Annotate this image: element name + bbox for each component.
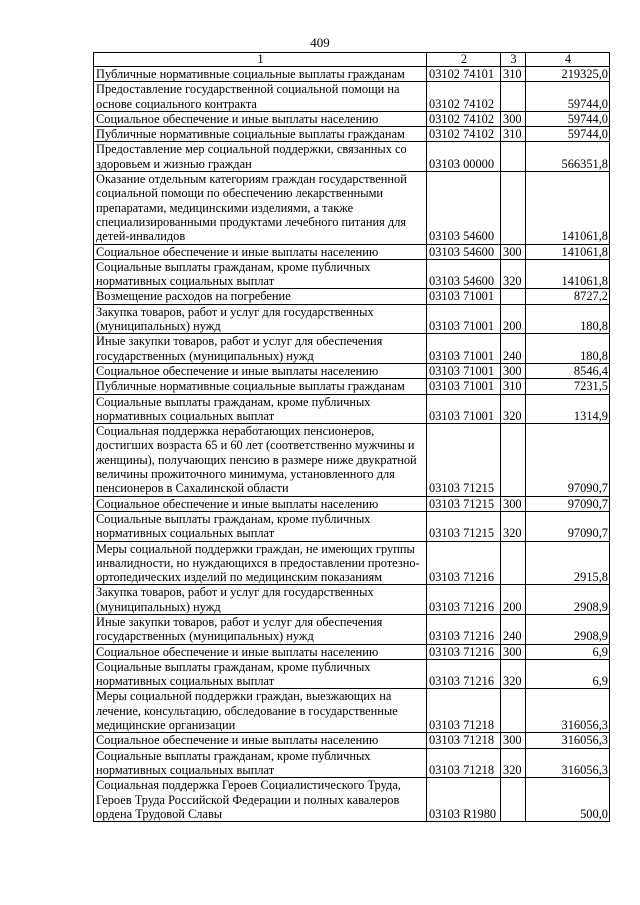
row-code-cell: 03102 74102 — [427, 82, 501, 112]
row-code-cell: 03103 71218 — [427, 733, 501, 748]
row-code-cell: 03103 71216 — [427, 659, 501, 689]
row-name-cell: Иные закупки товаров, работ и услуг для обеспечения государственных (муниципальных) нужд — [94, 334, 427, 364]
table-row — [94, 585, 610, 615]
row-name-cell: Социальная поддержка неработающих пенсионеров, достигших возраста 65 и 60 лет (соответственно мужчины и женщины), получающих пенсию в размере ниже двукратной величины прожиточного минимума, установленного для пенсионеров в Сахалинской области — [94, 424, 427, 496]
row-name-cell: Предоставление государственной социальной помощи на основе социального контракта — [94, 82, 427, 112]
row-sum-cell: 8727,2 — [526, 289, 610, 304]
table-row — [94, 496, 610, 511]
row-code-cell: 03103 71216 — [427, 614, 501, 644]
row-sum-cell: 141061,8 — [526, 244, 610, 259]
row-code-cell: 03103 71216 — [427, 585, 501, 615]
table-row — [94, 748, 610, 778]
table-row — [94, 659, 610, 689]
header-col-2: 2 — [427, 53, 501, 67]
row-sum-cell: 8546,4 — [526, 363, 610, 378]
row-sum-cell: 59744,0 — [526, 82, 610, 112]
row-name-cell: Социальное обеспечение и иные выплаты населению — [94, 363, 427, 378]
row-code-cell: 03103 54600 — [427, 259, 501, 289]
row-code-cell: 03103 71001 — [427, 379, 501, 394]
row-name-cell: Публичные нормативные социальные выплаты гражданам — [94, 127, 427, 142]
table-row — [94, 733, 610, 748]
row-code-cell: 03102 74102 — [427, 111, 501, 126]
table-row — [94, 142, 610, 172]
row-type-cell: 300 — [501, 496, 526, 511]
table-row — [94, 289, 610, 304]
row-code-cell: 03103 71001 — [427, 289, 501, 304]
row-sum-cell: 219325,0 — [526, 67, 610, 82]
row-name-cell: Социальные выплаты гражданам, кроме публичных нормативных социальных выплат — [94, 748, 427, 778]
row-sum-cell: 2908,9 — [526, 585, 610, 615]
row-code-cell: 03103 00000 — [427, 142, 501, 172]
row-sum-cell: 59744,0 — [526, 127, 610, 142]
row-type-cell: 300 — [501, 111, 526, 126]
row-type-cell: 300 — [501, 363, 526, 378]
row-type-cell: 300 — [501, 244, 526, 259]
row-type-cell — [501, 778, 526, 822]
row-sum-cell: 180,8 — [526, 304, 610, 334]
table-row — [94, 111, 610, 126]
row-code-cell: 03103 R1980 — [427, 778, 501, 822]
row-code-cell: 03103 71001 — [427, 304, 501, 334]
row-code-cell: 03103 54600 — [427, 244, 501, 259]
row-code-cell: 03103 71001 — [427, 334, 501, 364]
row-sum-cell: 1314,9 — [526, 394, 610, 424]
row-type-cell — [501, 142, 526, 172]
table-row — [94, 82, 610, 112]
row-sum-cell: 6,9 — [526, 659, 610, 689]
table-row — [94, 424, 610, 496]
table-row — [94, 334, 610, 364]
header-col-1: 1 — [94, 53, 427, 67]
row-name-cell: Закупка товаров, работ и услуг для государственных (муниципальных) нужд — [94, 304, 427, 334]
row-type-cell — [501, 541, 526, 585]
row-code-cell: 03103 71216 — [427, 541, 501, 585]
row-sum-cell: 97090,7 — [526, 496, 610, 511]
table-row — [94, 363, 610, 378]
row-code-cell: 03102 74101 — [427, 67, 501, 82]
row-type-cell: 240 — [501, 614, 526, 644]
row-name-cell: Социальное обеспечение и иные выплаты населению — [94, 244, 427, 259]
row-name-cell: Социальная поддержка Героев Социалистического Труда, Героев Труда Российской Федерации и полных кавалеров ордена Трудовой Славы — [94, 778, 427, 822]
row-name-cell: Возмещение расходов на погребение — [94, 289, 427, 304]
row-name-cell: Социальные выплаты гражданам, кроме публичных нормативных социальных выплат — [94, 394, 427, 424]
row-name-cell: Закупка товаров, работ и услуг для государственных (муниципальных) нужд — [94, 585, 427, 615]
row-type-cell: 320 — [501, 259, 526, 289]
table-row — [94, 244, 610, 259]
table-row — [94, 304, 610, 334]
row-sum-cell: 141061,8 — [526, 259, 610, 289]
table-row — [94, 511, 610, 541]
row-sum-cell: 500,0 — [526, 778, 610, 822]
row-code-cell: 03103 71215 — [427, 424, 501, 496]
row-sum-cell: 180,8 — [526, 334, 610, 364]
row-name-cell: Оказание отдельным категориям граждан государственной социальной помощи по обеспечению лекарственными препаратами, медицинскими изделиями, а также специализированными продуктами лечебного питания для детей-инвалидов — [94, 172, 427, 244]
row-name-cell: Социальные выплаты гражданам, кроме публичных нормативных социальных выплат — [94, 659, 427, 689]
table-row — [94, 67, 610, 82]
row-sum-cell: 316056,3 — [526, 748, 610, 778]
row-type-cell: 240 — [501, 334, 526, 364]
row-name-cell: Иные закупки товаров, работ и услуг для обеспечения государственных (муниципальных) нужд — [94, 614, 427, 644]
table-row — [94, 689, 610, 733]
row-code-cell: 03103 71216 — [427, 644, 501, 659]
table-row — [94, 379, 610, 394]
row-sum-cell: 7231,5 — [526, 379, 610, 394]
header-col-4: 4 — [526, 53, 610, 67]
row-type-cell: 320 — [501, 659, 526, 689]
row-code-cell: 03103 71215 — [427, 511, 501, 541]
row-type-cell: 310 — [501, 127, 526, 142]
row-sum-cell: 316056,3 — [526, 689, 610, 733]
row-type-cell: 300 — [501, 644, 526, 659]
row-sum-cell: 2908,9 — [526, 614, 610, 644]
row-type-cell: 320 — [501, 511, 526, 541]
table-row — [94, 778, 610, 822]
row-name-cell: Социальное обеспечение и иные выплаты населению — [94, 644, 427, 659]
row-sum-cell: 97090,7 — [526, 511, 610, 541]
row-code-cell: 03103 71218 — [427, 689, 501, 733]
table-row — [94, 127, 610, 142]
row-name-cell: Социальные выплаты гражданам, кроме публичных нормативных социальных выплат — [94, 259, 427, 289]
row-type-cell — [501, 82, 526, 112]
row-code-cell: 03103 71215 — [427, 496, 501, 511]
row-sum-cell: 59744,0 — [526, 111, 610, 126]
page-number: 409 — [310, 35, 330, 50]
row-sum-cell: 316056,3 — [526, 733, 610, 748]
row-type-cell: 310 — [501, 67, 526, 82]
row-type-cell: 320 — [501, 748, 526, 778]
row-type-cell: 320 — [501, 394, 526, 424]
row-type-cell — [501, 424, 526, 496]
row-code-cell: 03103 71001 — [427, 394, 501, 424]
row-code-cell: 03103 71218 — [427, 748, 501, 778]
row-sum-cell: 97090,7 — [526, 424, 610, 496]
table-row — [94, 541, 610, 585]
table-row — [94, 614, 610, 644]
row-name-cell: Социальное обеспечение и иные выплаты населению — [94, 111, 427, 126]
row-sum-cell: 566351,8 — [526, 142, 610, 172]
row-type-cell — [501, 289, 526, 304]
row-type-cell: 200 — [501, 585, 526, 615]
row-code-cell: 03102 74102 — [427, 127, 501, 142]
row-type-cell — [501, 172, 526, 244]
row-name-cell: Социальное обеспечение и иные выплаты населению — [94, 733, 427, 748]
table-row — [94, 394, 610, 424]
row-sum-cell: 6,9 — [526, 644, 610, 659]
row-name-cell: Социальное обеспечение и иные выплаты населению — [94, 496, 427, 511]
table-row — [94, 259, 610, 289]
row-name-cell: Меры социальной поддержки граждан, выезжающих на лечение, консультацию, обследование в государственные медицинские организации — [94, 689, 427, 733]
table-row — [94, 172, 610, 244]
header-col-3: 3 — [501, 53, 526, 67]
row-name-cell: Публичные нормативные социальные выплаты гражданам — [94, 67, 427, 82]
table-row — [94, 644, 610, 659]
row-type-cell: 310 — [501, 379, 526, 394]
row-sum-cell: 2915,8 — [526, 541, 610, 585]
row-code-cell: 03103 71001 — [427, 363, 501, 378]
row-type-cell: 200 — [501, 304, 526, 334]
row-name-cell: Публичные нормативные социальные выплаты гражданам — [94, 379, 427, 394]
row-type-cell: 300 — [501, 733, 526, 748]
table-body — [94, 67, 610, 822]
row-type-cell — [501, 689, 526, 733]
row-name-cell: Социальные выплаты гражданам, кроме публичных нормативных социальных выплат — [94, 511, 427, 541]
row-name-cell: Предоставление мер социальной поддержки, связанных со здоровьем и жизнью граждан — [94, 142, 427, 172]
table-header-row — [94, 53, 610, 67]
budget-table — [93, 52, 610, 822]
row-code-cell: 03103 54600 — [427, 172, 501, 244]
row-name-cell: Меры социальной поддержки граждан, не имеющих группы инвалидности, но нуждающихся в предоставлении протезно-ортопедических изделий по медицинским показаниям — [94, 541, 427, 585]
row-sum-cell: 141061,8 — [526, 172, 610, 244]
